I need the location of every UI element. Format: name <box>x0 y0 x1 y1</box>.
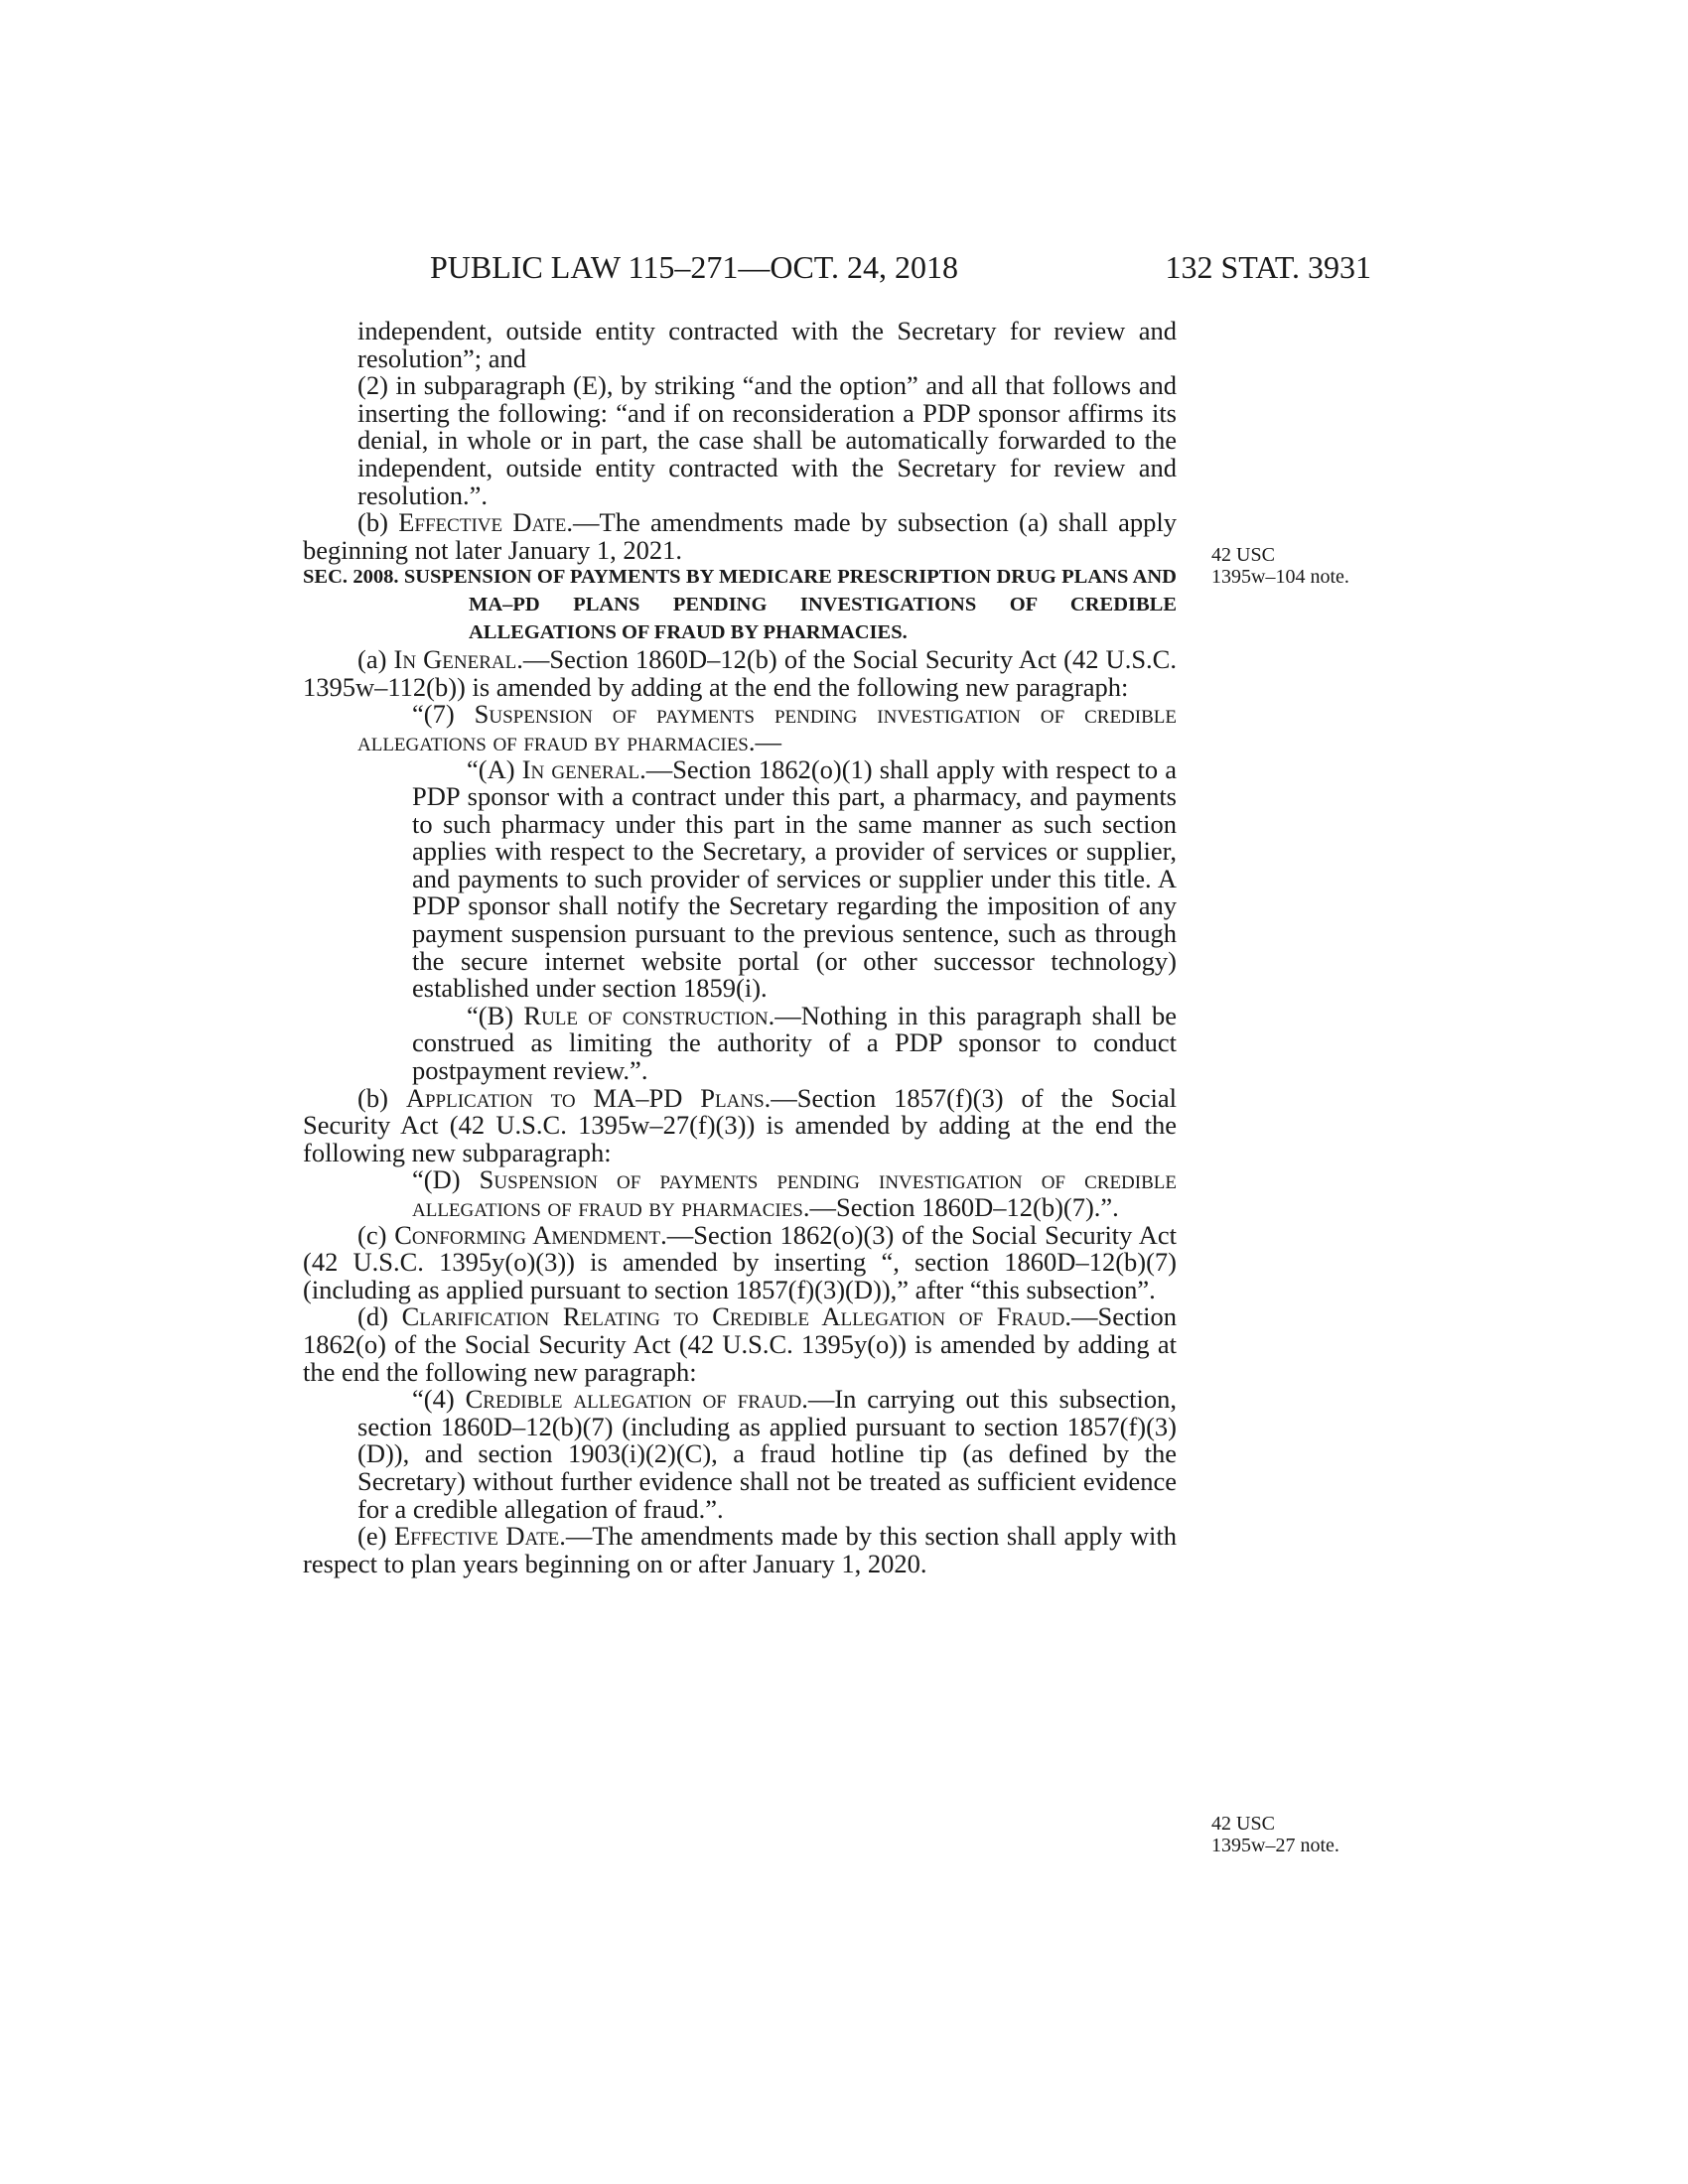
paragraph-prefix: (c) <box>357 1219 395 1250</box>
paragraph-b-application <box>303 1082 1178 1167</box>
paragraph-subparagraph-2 <box>303 372 1177 509</box>
margin-note-line: 42 USC <box>1211 544 1275 566</box>
paragraph-text: independent, outside entity contracted with the Secretary for review and resolution”; and <box>357 316 1177 373</box>
paragraph-label: Suspension of payments pending investigation of credible allegations of fraud by pharmacies <box>357 699 1177 756</box>
paragraph-label: Application to MA–PD Plans <box>405 1082 765 1113</box>
page-header <box>430 244 1371 290</box>
paragraph-prefix: (a) <box>357 644 394 675</box>
quoted-paragraph-7 <box>303 701 1177 755</box>
paragraph-prefix: (b) <box>357 507 399 538</box>
quoted-subparagraph-d <box>303 1166 1177 1221</box>
paragraph-text: (2) in subparagraph (E), by striking “and the option” and all that follows and inserting the following: “and if on reconsideration a PDP sponsor affirms its denial, in whole or in part, the case shall be automatically forwarded to the independent, outside entity contracted with the Secretary for review and resolution.”. <box>357 370 1177 510</box>
paragraph-prefix: “(7) <box>412 699 475 730</box>
quoted-subparagraph-a <box>303 753 1177 1004</box>
paragraph-effective-date-b <box>303 509 1177 564</box>
paragraph-label: Rule of construction <box>523 1000 769 1030</box>
paragraph-text: .—Section 1862(o)(1) shall apply with respect to a PDP sponsor with a contract under this part, a pharmacy, and payments to such pharmacy under this part in the same manner as such section applies with respect to the Secretary, a provider of services or supplier, and payments to such provider of services or supplier under this title. A PDP sponsor shall notify the Secretary regarding the imposition of any payment suspension pursuant to the previous sentence, such as through the secure internet website portal (or other successor technology) established under section 1859(i). <box>412 753 1177 1004</box>
header-stat-page: 132 STAT. 3931 <box>1165 249 1371 285</box>
paragraph-label: Effective Date <box>393 1521 560 1552</box>
paragraph-text: .—The amendments made by subsection (a) shall apply beginning not later January 1, 2021. <box>303 507 1178 565</box>
paragraph-continuation <box>303 318 1177 372</box>
paragraph-label: Effective Date <box>398 507 567 538</box>
paragraph-prefix: (e) <box>357 1521 394 1552</box>
paragraph-prefix: “(D) <box>412 1164 480 1195</box>
paragraph-text: .—The amendments made by this section shall apply with respect to plan years beginning on or after January 1, 2020. <box>303 1521 1177 1578</box>
paragraph-c-conforming <box>303 1219 1177 1304</box>
paragraph-text: .—Section 1860D–12(b) of the Social Security Act (42 U.S.C. 1395w–112(b)) is amended by adding at the end the following new paragraph: <box>303 644 1177 702</box>
paragraph-e-effective-date <box>303 1523 1177 1577</box>
margin-note-usc-27 <box>1211 1813 1390 1856</box>
margin-note-line: 1395w–104 note. <box>1211 566 1349 588</box>
paragraph-prefix: “(4) <box>412 1384 466 1415</box>
margin-note-line: 1395w–27 note. <box>1211 1835 1339 1856</box>
paragraph-prefix: “(A) <box>467 753 522 784</box>
paragraph-prefix: (b) <box>357 1082 406 1113</box>
paragraph-text: .— <box>748 726 781 756</box>
paragraph-text: .—Section 1857(f)(3) of the Social Security Act (42 U.S.C. 1395w–27(f)(3)) is amended by adding at the end the following new subparagraph: <box>303 1082 1178 1167</box>
paragraph-text: .—Section 1860D–12(b)(7).”. <box>802 1192 1119 1222</box>
paragraph-text: .—Nothing in this paragraph shall be construed as limiting the authority of a PDP sponsor to conduct postpayment review.”. <box>412 1000 1177 1086</box>
paragraph-prefix: “(B) <box>467 1000 524 1030</box>
margin-note-line: 42 USC <box>1211 1813 1275 1835</box>
paragraph-label: In General <box>393 644 517 675</box>
header-public-law: PUBLIC LAW 115–271—OCT. 24, 2018 <box>430 249 958 285</box>
paragraph-label: In general <box>521 753 640 784</box>
margin-note-usc-104 <box>1211 544 1390 588</box>
paragraph-a-in-general <box>303 646 1177 701</box>
paragraph-label: Credible allegation of fraud <box>465 1384 802 1415</box>
paragraph-text: .—Section 1862(o)(3) of the Social Security Act (42 U.S.C. 1395y(o)(3)) is amended by inserting “, section 1860D–12(b)(7) (including as applied pursuant to section 1857(f)(3)(D)),” after “this subsection”. <box>303 1219 1177 1304</box>
paragraph-d-clarification <box>303 1303 1177 1386</box>
paragraph-label: Conforming Amendment <box>394 1219 661 1250</box>
paragraph-text: .—Section 1862(o) of the Social Security Act (42 U.S.C. 1395y(o)) is amended by adding at the end the following new paragraph: <box>303 1301 1177 1387</box>
paragraph-label: Clarification Relating to Credible Allegation of Fraud <box>401 1301 1065 1332</box>
section-heading: SEC. 2008. SUSPENSION OF PAYMENTS BY MEDICARE PRESCRIPTION DRUG PLANS AND MA–PD PLANS PENDING INVESTIGATIONS OF CREDIBLE ALLEGATIONS OF FRAUD BY PHARMACIES. <box>303 566 1177 643</box>
quoted-paragraph-4 <box>303 1386 1177 1523</box>
paragraph-prefix: (d) <box>357 1301 402 1332</box>
paragraph-label: Suspension of payments pending investigation of credible allegations of fraud by pharmacies <box>412 1164 1177 1222</box>
quoted-subparagraph-b <box>303 1000 1177 1086</box>
paragraph-text: .—In carrying out this subsection, section 1860D–12(b)(7) (including as applied pursuant to section 1857(f)(3)(D)), and section 1903(i)(2)(C), a fraud hotline tip (as defined by the Secretary) without further evidence shall not be treated as sufficient evidence for a credible allegation of fraud.”. <box>357 1384 1177 1524</box>
document-body <box>303 318 1177 1577</box>
